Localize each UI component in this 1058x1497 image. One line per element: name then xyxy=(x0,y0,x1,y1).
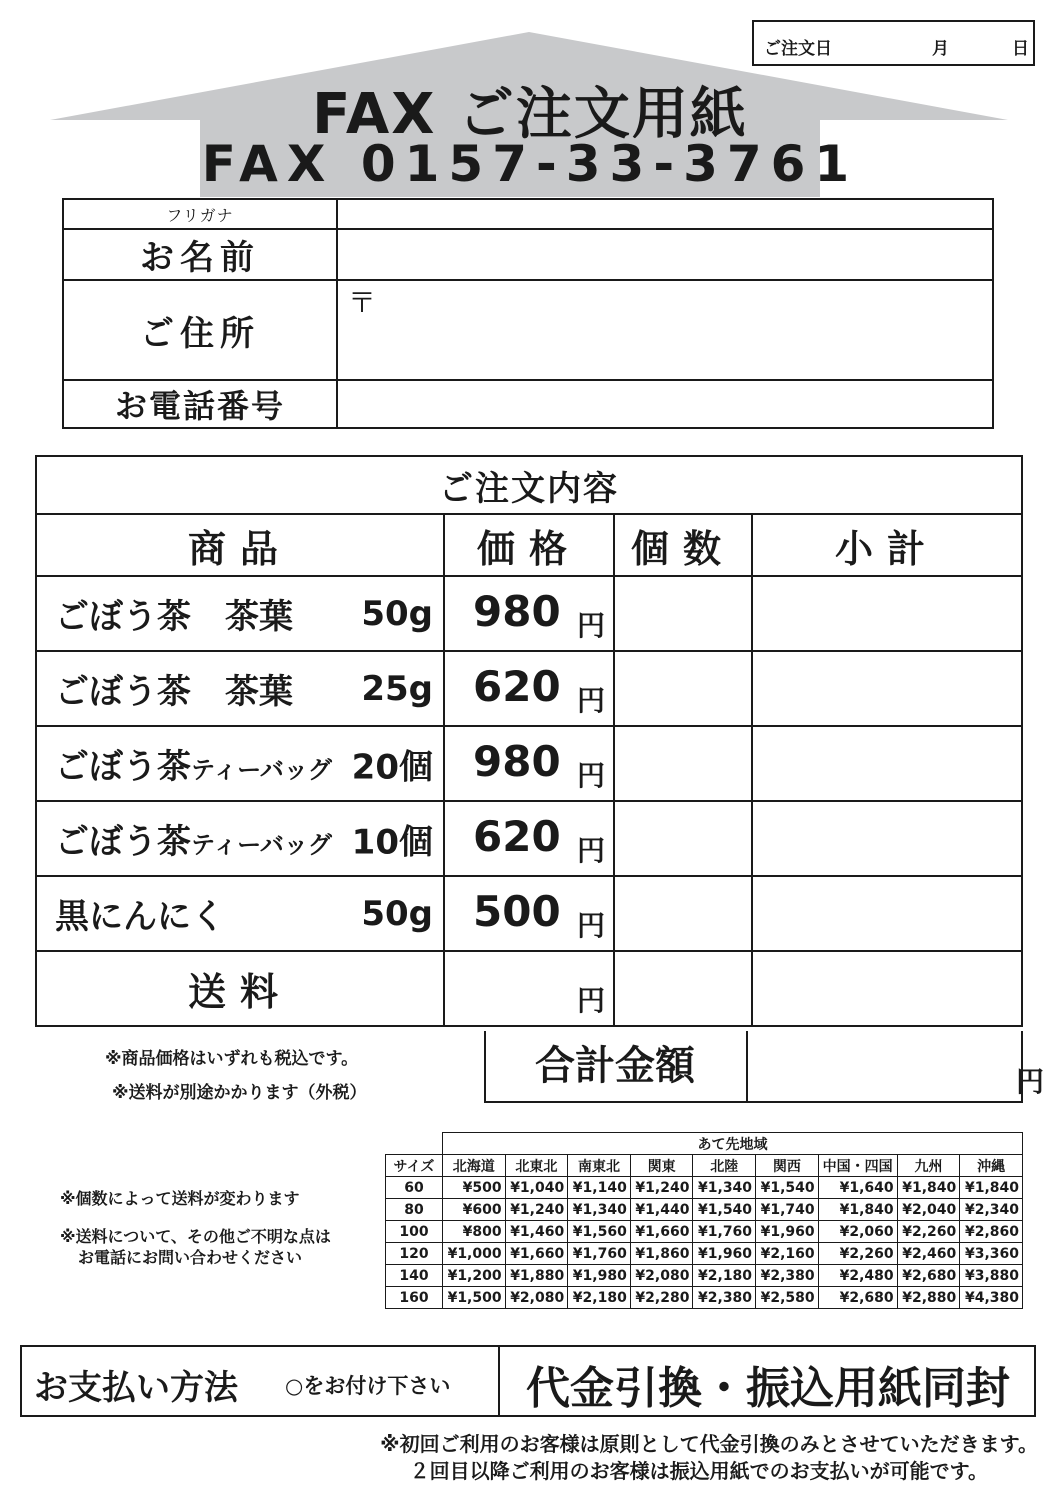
name-label: お名前 xyxy=(63,229,337,280)
rate-cell: ¥2,460 xyxy=(897,1243,960,1265)
rate-cell: ¥1,880 xyxy=(505,1265,568,1287)
contact-note-2: お電話にお問い合わせください xyxy=(78,1248,303,1267)
total-amount-field[interactable] xyxy=(748,1031,1023,1103)
rate-cell: ¥2,080 xyxy=(630,1265,693,1287)
rate-cell: ¥1,860 xyxy=(630,1243,693,1265)
payment-label: お支払い方法 xyxy=(34,1368,238,1408)
rate-cell: ¥3,880 xyxy=(960,1265,1023,1287)
subtotal-field[interactable] xyxy=(752,801,1022,876)
fax-number: FAX 0157-33-3761 xyxy=(201,135,859,193)
rate-cell: ¥2,480 xyxy=(818,1265,897,1287)
rate-cell: ¥1,200 xyxy=(443,1265,506,1287)
rate-cell: ¥2,260 xyxy=(897,1221,960,1243)
rate-cell: ¥2,860 xyxy=(960,1221,1023,1243)
rate-cell: ¥1,660 xyxy=(630,1221,693,1243)
rate-cell: ¥1,960 xyxy=(693,1243,756,1265)
rate-cell: ¥3,360 xyxy=(960,1243,1023,1265)
shipping-subtotal-field[interactable] xyxy=(752,951,1022,1026)
rate-cell: ¥1,240 xyxy=(505,1199,568,1221)
table-row xyxy=(386,1199,1023,1221)
region-name: 北海道 xyxy=(443,1155,506,1177)
shipping-rate-table xyxy=(385,1132,1023,1309)
postal-mark: 〒 xyxy=(348,286,377,319)
product-name: ごぼう茶ティーバッグ 10個 xyxy=(36,801,444,876)
rate-cell: ¥1,500 xyxy=(443,1287,506,1309)
region-name: 北陸 xyxy=(693,1155,756,1177)
table-row xyxy=(36,876,1022,951)
rate-cell: ¥2,080 xyxy=(505,1287,568,1309)
size-cell: 120 xyxy=(386,1243,443,1265)
rate-cell: ¥800 xyxy=(443,1221,506,1243)
price-cell: 620 円 xyxy=(444,801,614,876)
quantity-field[interactable] xyxy=(614,651,752,726)
rate-cell: ¥1,960 xyxy=(756,1221,819,1243)
rate-cell: ¥1,760 xyxy=(568,1243,631,1265)
product-name: ごぼう茶 茶葉 50g xyxy=(36,576,444,651)
size-header: サイズ xyxy=(386,1155,443,1177)
rate-cell: ¥1,140 xyxy=(568,1177,631,1199)
size-cell: 100 xyxy=(386,1221,443,1243)
rate-cell: ¥2,880 xyxy=(897,1287,960,1309)
rate-cell: ¥1,340 xyxy=(693,1177,756,1199)
rate-cell: ¥2,580 xyxy=(756,1287,819,1309)
rate-cell: ¥2,160 xyxy=(756,1243,819,1265)
rate-cell: ¥1,440 xyxy=(630,1199,693,1221)
furigana-field[interactable] xyxy=(337,199,993,229)
quantity-field[interactable] xyxy=(614,876,752,951)
rate-cell: ¥2,680 xyxy=(818,1287,897,1309)
region-name: 南東北 xyxy=(568,1155,631,1177)
rate-cell: ¥1,760 xyxy=(693,1221,756,1243)
rate-cell: ¥1,460 xyxy=(505,1221,568,1243)
total-label: 合計金額 xyxy=(484,1031,748,1103)
rate-cell: ¥1,740 xyxy=(756,1199,819,1221)
furigana-label: フリガナ xyxy=(63,199,337,229)
rate-cell: ¥1,560 xyxy=(568,1221,631,1243)
order-month-label: 月 xyxy=(932,39,949,59)
rate-cell: ¥2,340 xyxy=(960,1199,1023,1221)
rate-cell: ¥1,540 xyxy=(756,1177,819,1199)
table-row xyxy=(386,1177,1023,1199)
table-row xyxy=(36,951,1022,1026)
rate-cell: ¥500 xyxy=(443,1177,506,1199)
rate-cell: ¥2,280 xyxy=(630,1287,693,1309)
region-name: 北東北 xyxy=(505,1155,568,1177)
rate-cell: ¥1,840 xyxy=(960,1177,1023,1199)
size-cell: 80 xyxy=(386,1199,443,1221)
rate-cell: ¥600 xyxy=(443,1199,506,1221)
tax-note: ※商品価格はいずれも税込です。 xyxy=(105,1049,359,1069)
subtotal-field[interactable] xyxy=(752,651,1022,726)
contact-note: ※送料について、その他ご不明な点は xyxy=(60,1227,331,1246)
phone-field[interactable] xyxy=(337,380,993,428)
quantity-shipping-note: ※個数によって送料が変わります xyxy=(60,1189,300,1208)
shipping-extra-note: ※送料が別途かかります（外税） xyxy=(112,1083,367,1103)
table-row xyxy=(386,1221,1023,1243)
order-section-title: ご注文内容 xyxy=(36,456,1022,514)
subtotal-field[interactable] xyxy=(752,576,1022,651)
region-row xyxy=(386,1155,1023,1177)
table-row xyxy=(36,801,1022,876)
region-name: 関西 xyxy=(756,1155,819,1177)
rate-cell: ¥2,260 xyxy=(818,1243,897,1265)
payment-footnote: ※初回ご利用のお客様は原則として代金引換のみとさせていただきます。 xyxy=(380,1432,1038,1456)
size-cell: 60 xyxy=(386,1177,443,1199)
price-cell: 620 円 xyxy=(444,651,614,726)
price-cell: 980 円 xyxy=(444,726,614,801)
price-cell: 980 円 xyxy=(444,576,614,651)
shipping-quantity-field[interactable] xyxy=(614,951,752,1026)
rate-cell: ¥1,640 xyxy=(818,1177,897,1199)
address-label: ご住所 xyxy=(63,280,337,380)
rate-cell: ¥2,380 xyxy=(756,1265,819,1287)
page-title: FAX ご注文用紙 xyxy=(312,82,748,147)
rate-cell: ¥1,340 xyxy=(568,1199,631,1221)
name-field[interactable] xyxy=(337,229,993,280)
rate-cell: ¥2,180 xyxy=(693,1265,756,1287)
rate-cell: ¥2,040 xyxy=(897,1199,960,1221)
rate-cell: ¥2,380 xyxy=(693,1287,756,1309)
order-table xyxy=(35,455,1023,1027)
region-name: 九州 xyxy=(897,1155,960,1177)
payment-method-option[interactable]: 代金引換・振込用紙同封 xyxy=(526,1363,1010,1414)
price-header: 価格 xyxy=(444,514,614,576)
payment-hint: ○をお付け下さい xyxy=(285,1374,451,1398)
table-row xyxy=(386,1287,1023,1309)
rate-cell: ¥1,980 xyxy=(568,1265,631,1287)
shipping-price-field[interactable]: 円 xyxy=(444,951,614,1026)
price-cell: 500 円 xyxy=(444,876,614,951)
region-name: 中国・四国 xyxy=(818,1155,897,1177)
table-row xyxy=(36,576,1022,651)
total-yen: 円 xyxy=(1015,1065,1044,1098)
subtotal-header: 小計 xyxy=(752,514,1022,576)
shipping-label: 送料 xyxy=(36,951,444,1026)
rate-cell: ¥1,840 xyxy=(818,1199,897,1221)
table-row xyxy=(36,651,1022,726)
rate-cell: ¥1,000 xyxy=(443,1243,506,1265)
product-name: 黒にんにく 50g xyxy=(36,876,444,951)
rate-cell: ¥1,240 xyxy=(630,1177,693,1199)
table-row xyxy=(36,726,1022,801)
address-field[interactable] xyxy=(337,280,993,380)
table-row xyxy=(386,1243,1023,1265)
product-name: ごぼう茶ティーバッグ 20個 xyxy=(36,726,444,801)
order-day-label: 日 xyxy=(1012,39,1029,59)
rate-cell: ¥2,060 xyxy=(818,1221,897,1243)
region-name: 関東 xyxy=(630,1155,693,1177)
order-date-label: ご注文日 xyxy=(764,39,832,59)
rate-cell: ¥1,040 xyxy=(505,1177,568,1199)
quantity-field[interactable] xyxy=(614,576,752,651)
quantity-field[interactable] xyxy=(614,801,752,876)
subtotal-field[interactable] xyxy=(752,876,1022,951)
table-row xyxy=(386,1265,1023,1287)
size-cell: 160 xyxy=(386,1287,443,1309)
payment-footnote-2: ２回目以降ご利用のお客様は振込用紙でのお支払いが可能です。 xyxy=(409,1459,988,1483)
rate-cell: ¥4,380 xyxy=(960,1287,1023,1309)
customer-info-table xyxy=(62,198,994,429)
size-cell: 140 xyxy=(386,1265,443,1287)
rate-cell: ¥1,840 xyxy=(897,1177,960,1199)
rate-cell: ¥1,660 xyxy=(505,1243,568,1265)
rate-cell: ¥1,540 xyxy=(693,1199,756,1221)
region-header: あて先地域 xyxy=(443,1133,1023,1155)
quantity-header: 個数 xyxy=(614,514,752,576)
region-name: 沖縄 xyxy=(960,1155,1023,1177)
quantity-field[interactable] xyxy=(614,726,752,801)
product-name: ごぼう茶 茶葉 25g xyxy=(36,651,444,726)
product-header: 商品 xyxy=(36,514,444,576)
rate-cell: ¥2,180 xyxy=(568,1287,631,1309)
rate-cell: ¥2,680 xyxy=(897,1265,960,1287)
subtotal-field[interactable] xyxy=(752,726,1022,801)
phone-label: お電話番号 xyxy=(63,380,337,428)
